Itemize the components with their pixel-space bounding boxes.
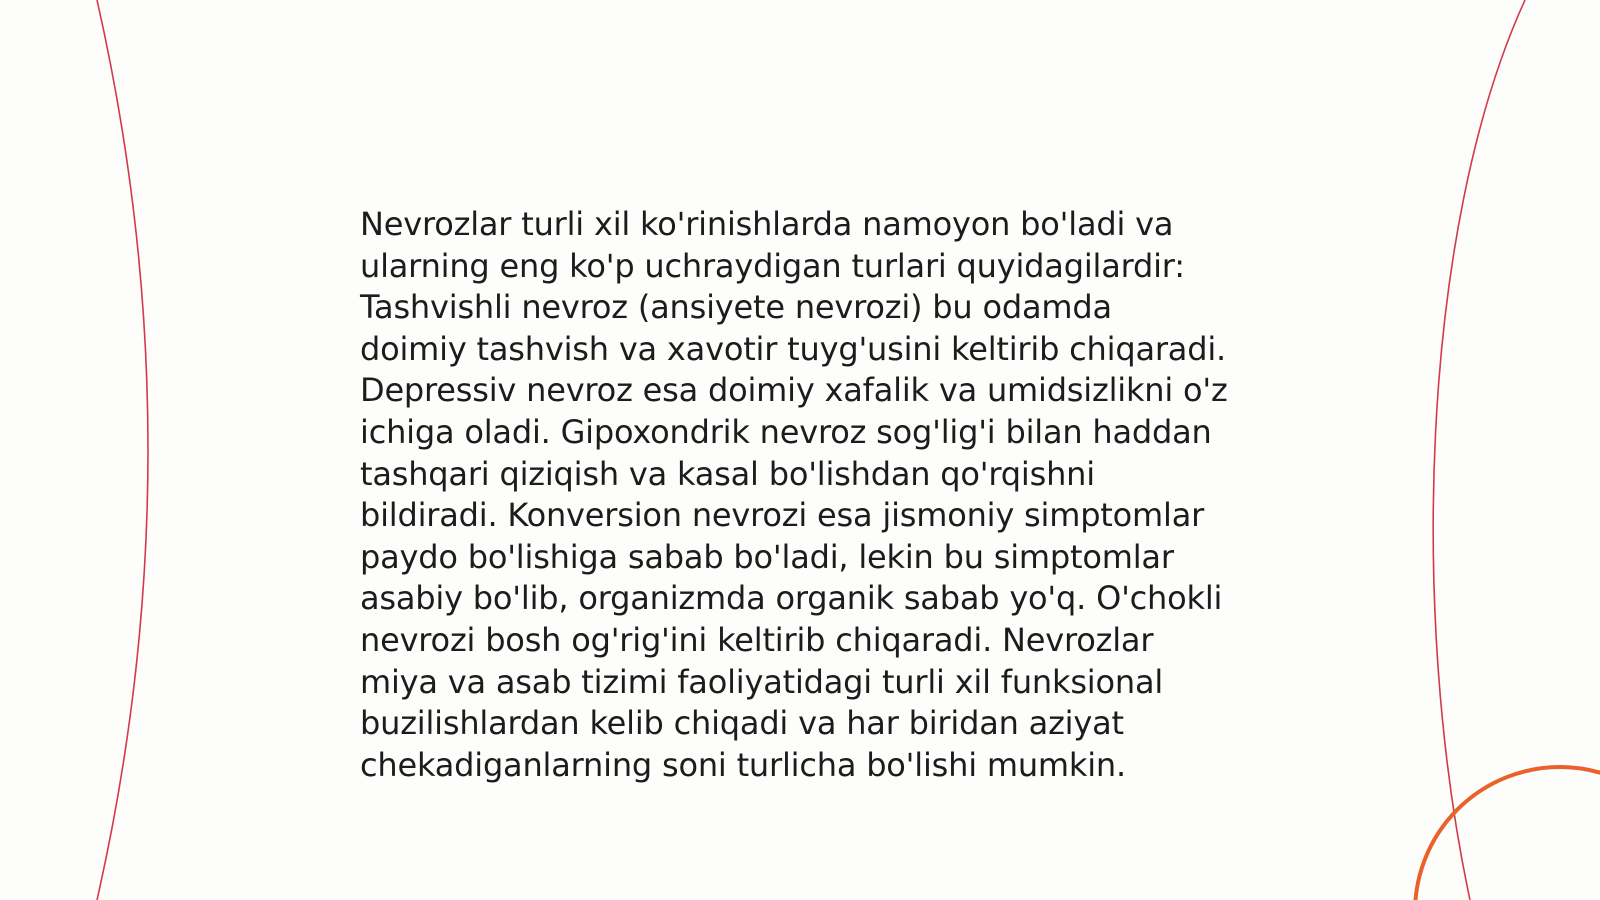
left-curve	[97, 0, 148, 900]
body-line: miya va asab tizimi faoliyatidagi turli xil funksional	[360, 662, 1164, 701]
body-line: chekadiganlarning soni turlicha bo'lishi mumkin.	[360, 745, 1126, 784]
body-paragraph	[360, 204, 1260, 786]
body-line: Tashvishli nevroz (ansiyete nevrozi) bu odamda	[360, 288, 1112, 327]
body-line: Nevrozlar turli xil ko'rinishlarda namoyon bo'ladi va	[360, 205, 1174, 243]
right-curve	[1433, 0, 1525, 900]
body-line: asabiy bo'lib, organizmda organik sabab yo'q. O'chokli	[360, 579, 1223, 618]
body-line: nevrozi bosh og'rig'ini keltirib chiqaradi. Nevrozlar	[360, 620, 1154, 659]
corner-arc	[1415, 767, 1600, 900]
body-line: paydo bo'lishiga sabab bo'ladi, lekin bu simptomlar	[360, 537, 1174, 576]
body-line: ularning eng ko'p uchraydigan turlari quyidagilardir:	[360, 246, 1185, 285]
body-line: buzilishlardan kelib chiqadi va har biridan aziyat	[360, 704, 1124, 743]
body-line: doimiy tashvish va xavotir tuyg'usini keltirib chiqaradi.	[360, 329, 1226, 368]
body-line: bildiradi. Konversion nevrozi esa jismoniy simptomlar	[360, 496, 1205, 535]
body-line: ichiga oladi. Gipoxondrik nevroz sog'lig'i bilan haddan	[360, 412, 1212, 451]
body-line: Depressiv nevroz esa doimiy xafalik va umidsizlikni o'z	[360, 371, 1228, 410]
body-line: tashqari qiziqish va kasal bo'lishdan qo'rqishni	[360, 454, 1095, 493]
